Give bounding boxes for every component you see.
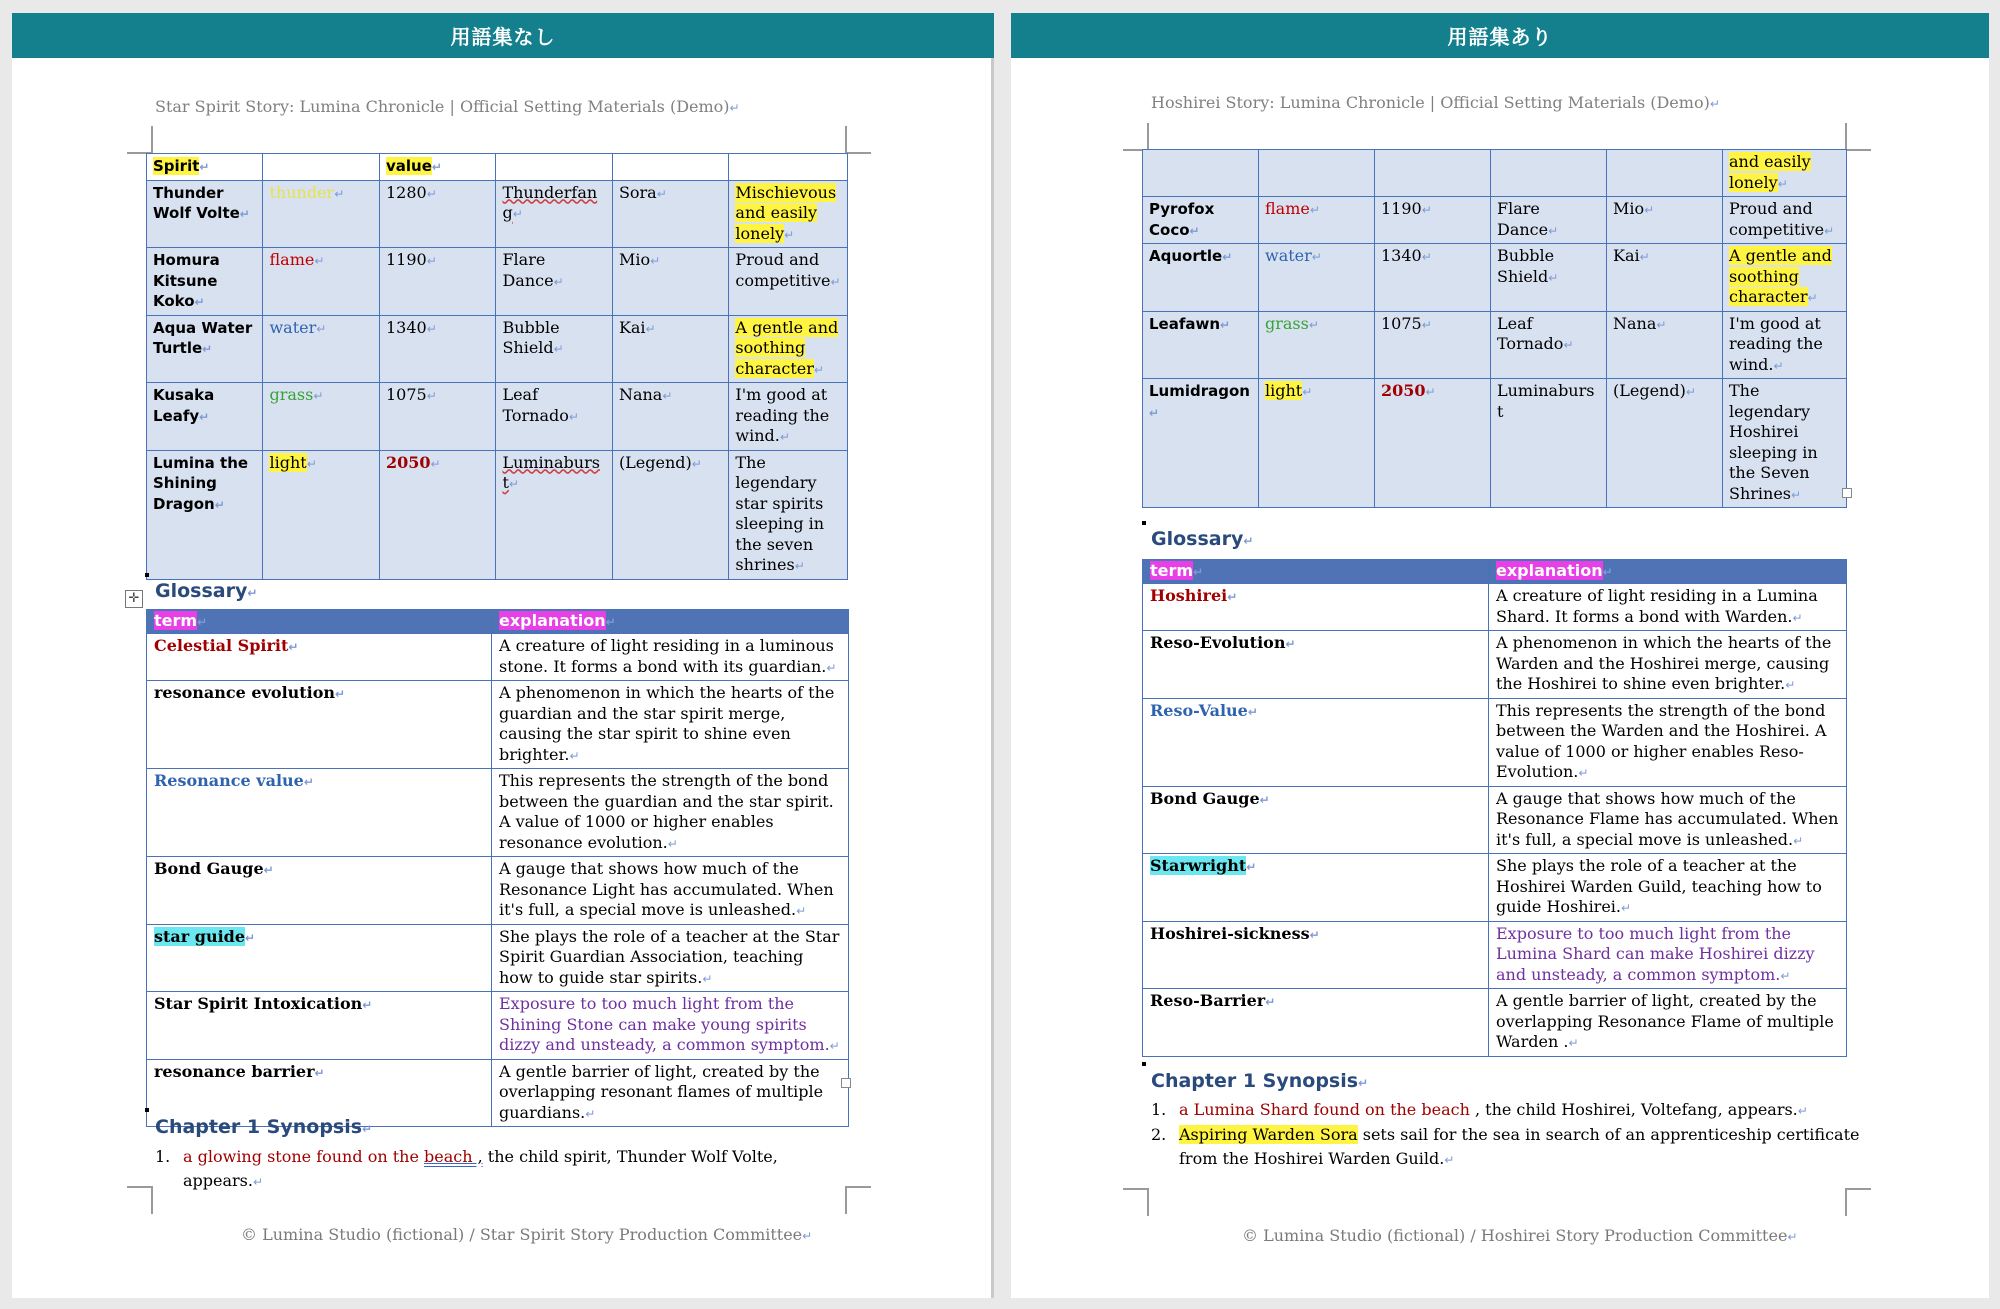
glossary-term[interactable]: Resonance value↵ <box>147 769 492 857</box>
doc-header: Star Spirit Story: Lumina Chronicle | Official Setting Materials (Demo)↵ <box>155 97 740 116</box>
glossary-term[interactable]: Reso-Value↵ <box>1143 698 1489 786</box>
document-page[interactable] <box>12 58 994 1298</box>
glossary-term[interactable]: Hoshirei↵ <box>1143 584 1489 631</box>
spirit-desc[interactable]: Proud and competitive↵ <box>729 248 848 316</box>
glossary-explanation[interactable]: This represents the strength of the bond between the Warden and the Hoshirei. A value of 1000 or higher enables Reso-Evolution.↵ <box>1489 698 1847 786</box>
spirit-element[interactable]: flame↵ <box>263 248 379 316</box>
table-row <box>1143 150 1847 197</box>
spirit-name[interactable]: Lumidragon↵ <box>1143 379 1259 508</box>
glossary-term[interactable]: Star Spirit Intoxication↵ <box>147 992 492 1060</box>
spirit-skill[interactable]: Leaf Tornado↵ <box>1491 311 1607 379</box>
spirit-value[interactable]: 2050↵ <box>1375 379 1491 508</box>
crop-mark-top-left <box>127 126 153 154</box>
spirit-desc[interactable]: Mischievous and easily lonely↵ <box>729 180 848 248</box>
spirit-name[interactable]: Pyrofox Coco↵ <box>1143 197 1259 244</box>
spirit-element[interactable]: water↵ <box>1259 244 1375 312</box>
table-resize-handle[interactable] <box>841 1078 851 1088</box>
spirit-skill[interactable]: Bubble Shield↵ <box>496 315 612 383</box>
spirit-name[interactable]: Aquortle↵ <box>1143 244 1259 312</box>
spirit-value[interactable]: 1280↵ <box>379 180 495 248</box>
table-row <box>1143 989 1847 1057</box>
spirit-element[interactable]: light↵ <box>263 450 379 579</box>
crop-mark-bottom-right <box>845 1186 871 1214</box>
glossary-explanation[interactable]: Exposure to too much light from the Shining Stone can make young spirits dizzy and unsteady, a common symptom.↵ <box>492 992 849 1060</box>
spirit-name[interactable]: Homura Kitsune Koko↵ <box>147 248 263 316</box>
glossary-table[interactable] <box>1142 559 1847 1057</box>
glossary-explanation[interactable]: This represents the strength of the bond between the guardian and the star spirit. A value of 1000 or higher enables resonance evolution.↵ <box>492 769 849 857</box>
glossary-explanation[interactable]: A creature of light residing in a luminous stone. It forms a bond with its guardian.↵ <box>492 634 849 681</box>
spirit-desc[interactable]: I'm good at reading the wind.↵ <box>729 383 848 451</box>
spirit-skill[interactable]: Luminaburst↵ <box>496 450 612 579</box>
glossary-header-term[interactable]: term↵ <box>1143 560 1489 584</box>
table-cell[interactable]: value↵ <box>379 154 495 181</box>
glossary-explanation[interactable]: A phenomenon in which the hearts of the Warden and the Hoshirei merge, causing the Hoshirei to shine even brighter.↵ <box>1489 631 1847 699</box>
spirit-element[interactable]: thunder↵ <box>263 180 379 248</box>
glossary-explanation[interactable]: A gentle barrier of light, created by the overlapping resonant flames of multiple guardians.↵ <box>492 1059 849 1127</box>
spirit-value[interactable]: 2050↵ <box>379 450 495 579</box>
spirit-value[interactable]: 1190↵ <box>1375 197 1491 244</box>
spirit-element[interactable]: flame↵ <box>1259 197 1375 244</box>
table-row <box>1143 244 1847 312</box>
table-row <box>1143 854 1847 922</box>
spirit-table[interactable] <box>1142 149 1847 508</box>
glossary-explanation[interactable]: She plays the role of a teacher at the Hoshirei Warden Guild, teaching how to guide Hoshirei.↵ <box>1489 854 1847 922</box>
spirit-skill[interactable]: Thunderfang↵ <box>496 180 612 248</box>
spirit-partner[interactable]: Kai↵ <box>1607 244 1723 312</box>
spirit-name[interactable]: Thunder Wolf Volte↵ <box>147 180 263 248</box>
spirit-element[interactable]: grass↵ <box>1259 311 1375 379</box>
spirit-partner[interactable]: Nana↵ <box>612 383 728 451</box>
glossary-header-term[interactable]: term↵ <box>147 610 492 634</box>
spirit-element[interactable]: water↵ <box>263 315 379 383</box>
spirit-desc[interactable]: and easily lonely↵ <box>1723 150 1847 197</box>
table-row <box>1143 698 1847 786</box>
paragraph-mark <box>1142 521 1146 525</box>
spirit-partner[interactable]: Nana↵ <box>1607 311 1723 379</box>
list-item[interactable]: 1. a Lumina Shard found on the beach , the child Hoshirei, Voltefang, appears.↵ <box>1151 1100 1808 1119</box>
table-row <box>1143 311 1847 379</box>
table-cell[interactable] <box>1375 150 1491 197</box>
synopsis-list <box>155 1145 845 1194</box>
panel-title: 用語集あり <box>1011 13 1989 58</box>
table-row <box>1143 631 1847 699</box>
table-cell[interactable] <box>1143 150 1259 197</box>
table-row <box>1143 197 1847 244</box>
crop-mark-top-right <box>1845 123 1871 151</box>
glossary-term[interactable]: Bond Gauge↵ <box>1143 786 1489 854</box>
crop-mark-top-right <box>845 126 871 154</box>
glossary-term[interactable]: star guide↵ <box>147 924 492 992</box>
glossary-term[interactable]: resonance evolution↵ <box>147 681 492 769</box>
table-resize-handle[interactable] <box>1842 488 1852 498</box>
glossary-term[interactable]: Celestial Spirit↵ <box>147 634 492 681</box>
spirit-value[interactable]: 1190↵ <box>379 248 495 316</box>
glossary-heading: Glossary↵ <box>155 580 258 602</box>
spirit-desc[interactable]: The legendary Hoshirei sleeping in the Seven Shrines↵ <box>1723 379 1847 508</box>
table-move-handle-icon[interactable]: ✛ <box>125 590 143 608</box>
spirit-desc[interactable]: A gentle and soothing character↵ <box>1723 244 1847 312</box>
paragraph-mark <box>145 1108 149 1112</box>
doc-footer: © Lumina Studio (fictional) / Hoshirei Story Production Committee↵ <box>1242 1226 1798 1245</box>
table-cell[interactable] <box>612 154 728 181</box>
glossary-term[interactable]: Reso-Barrier↵ <box>1143 989 1489 1057</box>
spirit-element[interactable]: light↵ <box>1259 379 1375 508</box>
spirit-name[interactable]: Aqua Water Turtle↵ <box>147 315 263 383</box>
glossary-term[interactable]: Hoshirei-sickness↵ <box>1143 921 1489 989</box>
table-row <box>147 992 849 1060</box>
glossary-term[interactable]: Reso-Evolution↵ <box>1143 631 1489 699</box>
doc-header: Hoshirei Story: Lumina Chronicle | Official Setting Materials (Demo)↵ <box>1151 93 1720 112</box>
glossary-explanation[interactable]: A phenomenon in which the hearts of the guardian and the star spirit merge, causing the star spirit to shine even brighter.↵ <box>492 681 849 769</box>
spirit-value[interactable]: 1340↵ <box>379 315 495 383</box>
table-row <box>147 924 849 992</box>
spirit-skill[interactable]: Leaf Tornado↵ <box>496 383 612 451</box>
glossary-header-row <box>147 610 849 634</box>
spirit-partner[interactable]: Mio↵ <box>1607 197 1723 244</box>
spirit-desc[interactable]: I'm good at reading the wind.↵ <box>1723 311 1847 379</box>
panel-without-glossary <box>12 0 994 1309</box>
table-row <box>147 634 849 681</box>
glossary-header-explanation[interactable]: explanation↵ <box>492 610 849 634</box>
table-row <box>1143 379 1847 508</box>
spirit-table[interactable] <box>146 153 848 580</box>
table-row <box>1143 786 1847 854</box>
table-cell[interactable] <box>1491 150 1607 197</box>
crop-mark-bottom-left <box>1123 1188 1149 1216</box>
table-cell[interactable]: Spirit↵ <box>147 154 263 181</box>
spirit-name[interactable]: Lumina the Shining Dragon↵ <box>147 450 263 579</box>
table-cell[interactable] <box>263 154 379 181</box>
spirit-value[interactable]: 1075↵ <box>379 383 495 451</box>
glossary-table[interactable] <box>146 609 849 1127</box>
spirit-value[interactable]: 1340↵ <box>1375 244 1491 312</box>
spirit-desc[interactable]: The legendary star spirits sleeping in the seven shrines↵ <box>729 450 848 579</box>
spirit-name[interactable]: Kusaka Leafy↵ <box>147 383 263 451</box>
synopsis-heading: Chapter 1 Synopsis↵ <box>1151 1070 1369 1092</box>
table-row <box>147 769 849 857</box>
table-cell[interactable] <box>496 154 612 181</box>
synopsis-list <box>1151 1098 1861 1172</box>
spirit-partner[interactable]: (Legend)↵ <box>1607 379 1723 508</box>
spirit-partner[interactable]: Kai↵ <box>612 315 728 383</box>
glossary-term[interactable]: Bond Gauge↵ <box>147 857 492 925</box>
table-row <box>147 857 849 925</box>
table-cell[interactable] <box>1259 150 1375 197</box>
glossary-header-row <box>1143 560 1847 584</box>
glossary-explanation[interactable]: A gentle barrier of light, created by the overlapping Resonance Flame of multiple Warden .↵ <box>1489 989 1847 1057</box>
glossary-header-explanation[interactable]: explanation↵ <box>1489 560 1847 584</box>
table-row <box>147 248 848 316</box>
spirit-partner[interactable]: Mio↵ <box>612 248 728 316</box>
table-row <box>147 681 849 769</box>
spirit-desc[interactable]: Proud and competitive↵ <box>1723 197 1847 244</box>
table-row <box>147 450 848 579</box>
glossary-explanation[interactable]: A gauge that shows how much of the Resonance Light has accumulated. When it's full, a special move is unleashed.↵ <box>492 857 849 925</box>
glossary-term[interactable]: Starwright↵ <box>1143 854 1489 922</box>
glossary-explanation[interactable]: A gauge that shows how much of the Resonance Flame has accumulated. When it's full, a special move is unleashed.↵ <box>1489 786 1847 854</box>
glossary-heading: Glossary↵ <box>1151 528 1254 550</box>
table-row <box>1143 584 1847 631</box>
document-page[interactable] <box>1011 58 1989 1298</box>
crop-mark-bottom-left <box>127 1186 153 1214</box>
table-row <box>147 383 848 451</box>
glossary-explanation[interactable]: She plays the role of a teacher at the Star Spirit Guardian Association, teaching how to guide star spirits.↵ <box>492 924 849 992</box>
doc-footer: © Lumina Studio (fictional) / Star Spirit Story Production Committee↵ <box>241 1225 813 1244</box>
table-row <box>147 315 848 383</box>
spirit-skill[interactable]: Flare Dance↵ <box>496 248 612 316</box>
spirit-value[interactable]: 1075↵ <box>1375 311 1491 379</box>
table-header-row <box>147 154 848 181</box>
paragraph-mark <box>145 573 149 577</box>
glossary-explanation[interactable]: A creature of light residing in a Lumina Shard. It forms a bond with Warden.↵ <box>1489 584 1847 631</box>
paragraph-mark <box>1142 1062 1146 1066</box>
list-item[interactable]: 2. Aspiring Warden Sora sets sail for the sea in search of an apprenticeship certificate from the Hoshirei Warden Guild.↵ <box>1151 1125 1860 1168</box>
synopsis-heading: Chapter 1 Synopsis↵ <box>155 1116 373 1138</box>
crop-mark-bottom-right <box>1845 1188 1871 1216</box>
glossary-term[interactable]: resonance barrier↵ <box>147 1059 492 1127</box>
glossary-explanation[interactable]: Exposure to too much light from the Lumina Shard can make Hoshirei dizzy and unsteady, a common symptom.↵ <box>1489 921 1847 989</box>
spirit-partner[interactable]: Sora↵ <box>612 180 728 248</box>
table-cell[interactable] <box>1607 150 1723 197</box>
panel-with-glossary <box>1011 0 1989 1309</box>
spirit-skill[interactable]: Flare Dance↵ <box>1491 197 1607 244</box>
table-row <box>1143 921 1847 989</box>
list-item[interactable]: 1. a glowing stone found on the beach , the child spirit, Thunder Wolf Volte, appears.↵ <box>155 1147 778 1190</box>
spirit-element[interactable]: grass↵ <box>263 383 379 451</box>
spirit-desc[interactable]: A gentle and soothing character↵ <box>729 315 848 383</box>
table-row <box>147 180 848 248</box>
spirit-skill[interactable]: Luminaburst <box>1491 379 1607 508</box>
table-cell[interactable] <box>729 154 848 181</box>
spirit-name[interactable]: Leafawn↵ <box>1143 311 1259 379</box>
spirit-skill[interactable]: Bubble Shield↵ <box>1491 244 1607 312</box>
crop-mark-top-left <box>1123 123 1149 151</box>
spirit-partner[interactable]: (Legend)↵ <box>612 450 728 579</box>
panel-title: 用語集なし <box>12 13 994 58</box>
